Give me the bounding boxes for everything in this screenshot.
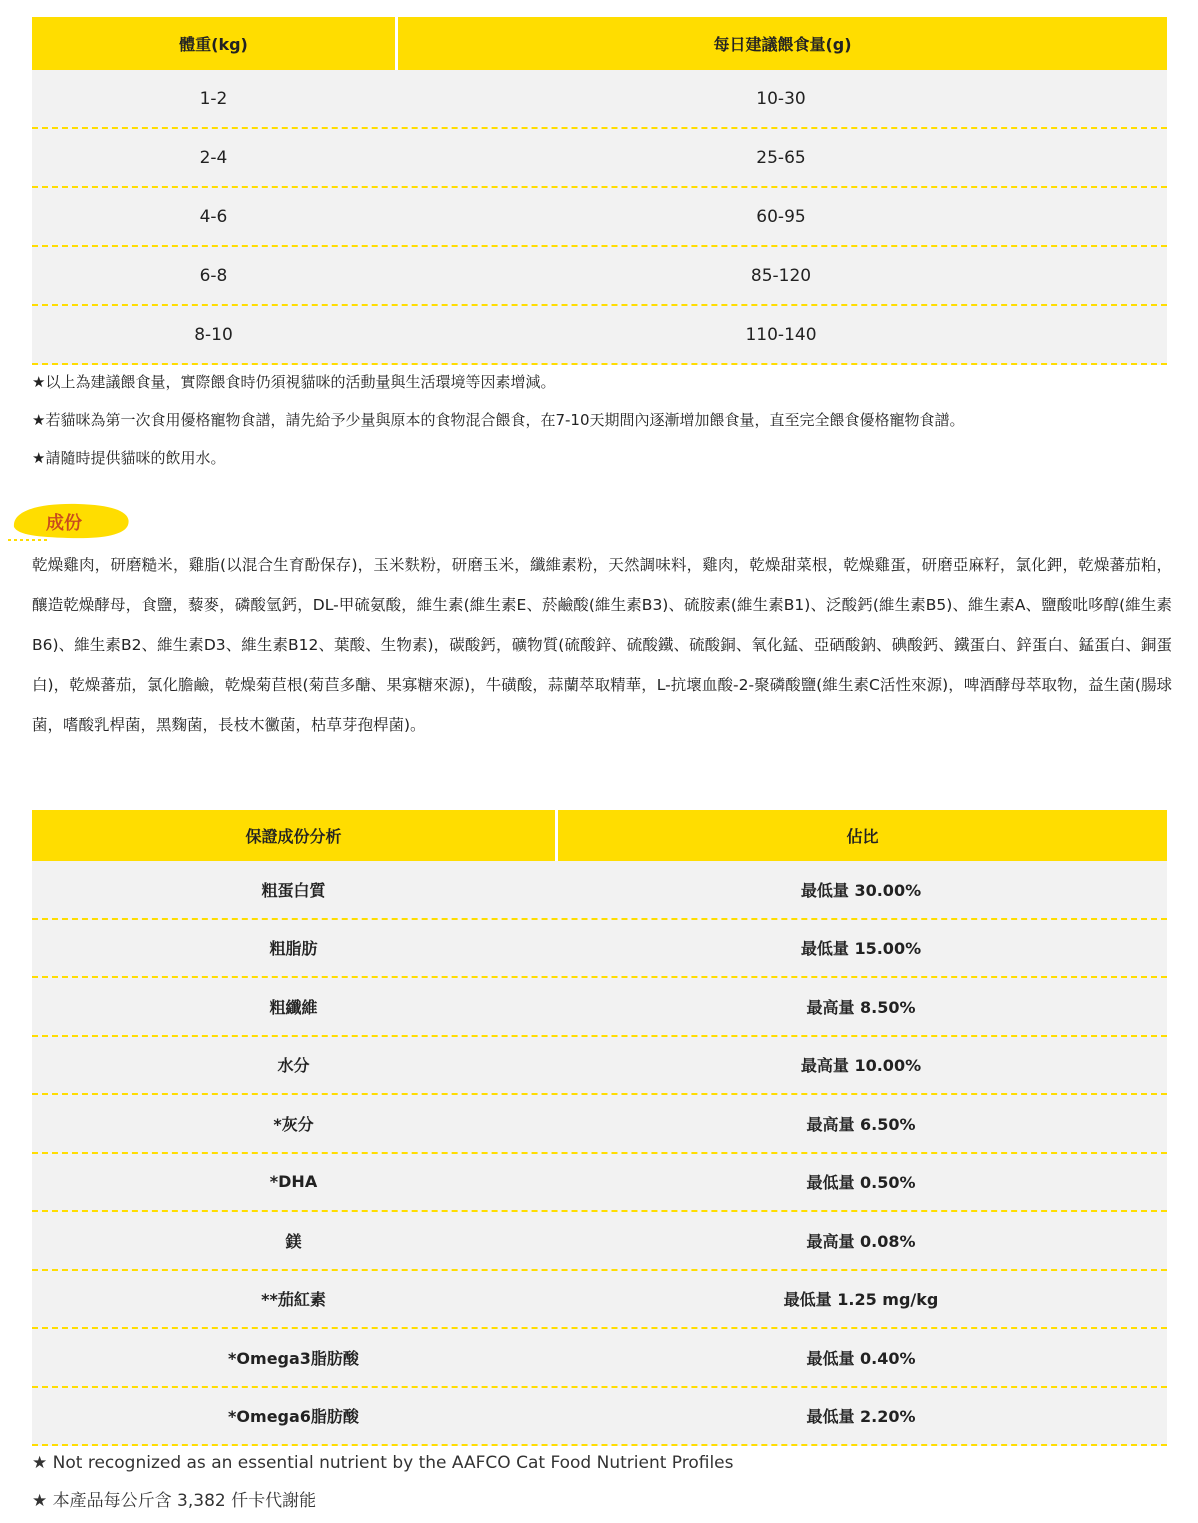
nutrient-cell: 粗蛋白質	[261, 880, 326, 900]
header-nutrient: 保證成份分析	[245, 827, 342, 846]
table-row	[32, 978, 1167, 1037]
feeding-table	[32, 17, 1167, 365]
footnotes	[32, 1444, 1172, 1520]
ingredients-title: 成份	[46, 513, 82, 534]
nutrient-cell: 鎂	[285, 1231, 302, 1251]
analysis-table-header	[32, 810, 1167, 861]
ingredients-badge	[8, 501, 130, 543]
nutrient-cell: *Omega6脂肪酸	[228, 1407, 359, 1427]
feeding-note: ★請隨時提供貓咪的飲用水。	[32, 449, 226, 467]
table-row	[32, 1037, 1167, 1096]
nutrient-cell: 水分	[277, 1056, 310, 1076]
table-row	[32, 247, 1167, 306]
nutrient-cell: *Omega3脂肪酸	[228, 1348, 359, 1368]
amount-cell: 25-65	[756, 147, 806, 168]
amount-cell: 60-95	[756, 206, 806, 227]
value-cell: 最低量 15.00%	[800, 939, 922, 959]
table-row	[32, 1329, 1167, 1388]
table-row	[32, 306, 1167, 365]
ingredients-text: 乾燥雞肉，研磨糙米，雞脂(以混合生育酚保存)，玉米麩粉，研磨玉米，纖維素粉，天然調味料，雞肉，乾燥甜菜根，乾燥雞蛋，研磨亞麻籽，氯化鉀，乾燥蕃茄粕，釀造乾燥酵母，食鹽，藜麥，磷酸氫鈣，DL-甲硫氨酸，維生素(維生素E、菸鹼酸(維生素B3)、硫胺素(維生素B1)、泛酸鈣(維生素B5)、維生素A、鹽酸吡哆醇(維生素B6)、維生素B2、維生素D3、維生素B12、葉酸、生物素)，碳酸鈣，礦物質(硫酸鋅、硫酸鐵、硫酸銅、氧化錳、亞硒酸鈉、碘酸鈣、鐵蛋白、鋅蛋白、錳蛋白、銅蛋白)，乾燥蕃茄，氯化膽鹼，乾燥菊苣根(菊苣多醣、果寡糖來源)，牛磺酸，蒜蘭萃取精華，L-抗壞血酸-2-聚磷酸鹽(維生素C活性來源)，啤酒酵母萃取物，益生菌(腸球菌，嗜酸乳桿菌，黑麴菌，長枝木黴菌，枯草芽孢桿菌)。	[32, 556, 1172, 734]
header-percentage: 佔比	[846, 827, 879, 846]
nutrient-cell: **茄紅素	[261, 1290, 326, 1310]
nutrient-cell: 粗纖維	[269, 997, 318, 1017]
value-cell: 最低量 0.40%	[806, 1348, 916, 1368]
table-row	[32, 861, 1167, 920]
amount-cell: 10-30	[756, 88, 806, 109]
amount-cell: 110-140	[745, 324, 817, 345]
feeding-table-header	[32, 17, 1167, 70]
feeding-note: ★若貓咪為第一次食用優格寵物食譜，請先給予少量與原本的食物混合餵食，在7-10天期間內逐漸增加餵食量，直至完全餵食優格寵物食譜。	[32, 411, 965, 429]
table-row	[32, 70, 1167, 129]
table-row	[32, 1271, 1167, 1330]
weight-cell: 1-2	[199, 88, 228, 109]
weight-cell: 8-10	[194, 324, 233, 345]
value-cell: 最低量 1.25 mg/kg	[783, 1290, 939, 1310]
table-row	[32, 1154, 1167, 1213]
value-cell: 最高量 0.08%	[806, 1231, 916, 1251]
weight-cell: 2-4	[199, 147, 228, 168]
weight-cell: 6-8	[199, 265, 228, 286]
table-row	[32, 1212, 1167, 1271]
table-row	[32, 129, 1167, 188]
header-daily-amount: 每日建議餵食量(g)	[713, 35, 852, 54]
value-cell: 最高量 8.50%	[806, 997, 916, 1017]
weight-cell: 4-6	[199, 206, 228, 227]
value-cell: 最低量 2.20%	[806, 1407, 916, 1427]
table-row	[32, 920, 1167, 979]
feeding-note: ★以上為建議餵食量，實際餵食時仍須視貓咪的活動量與生活環境等因素增減。	[32, 373, 556, 391]
value-cell: 最高量 6.50%	[806, 1114, 916, 1134]
amount-cell: 85-120	[750, 265, 812, 286]
value-cell: 最低量 0.50%	[806, 1173, 916, 1193]
footnote-calories: ★ 本產品每公斤含 3,382 仟卡代謝能	[32, 1491, 317, 1511]
nutrient-cell: *DHA	[269, 1172, 318, 1192]
nutrient-cell: 粗脂肪	[269, 939, 318, 959]
footnote-aafco: ★ Not recognized as an essential nutrient by the AAFCO Cat Food Nutrient Profiles	[32, 1453, 734, 1473]
value-cell: 最高量 10.00%	[800, 1056, 922, 1076]
table-row	[32, 1388, 1167, 1447]
value-cell: 最低量 30.00%	[800, 880, 922, 900]
table-row	[32, 1095, 1167, 1154]
feeding-notes	[32, 363, 1172, 477]
header-weight: 體重(kg)	[179, 35, 248, 54]
analysis-table	[32, 810, 1167, 1446]
table-row	[32, 188, 1167, 247]
nutrient-cell: *灰分	[273, 1114, 314, 1134]
